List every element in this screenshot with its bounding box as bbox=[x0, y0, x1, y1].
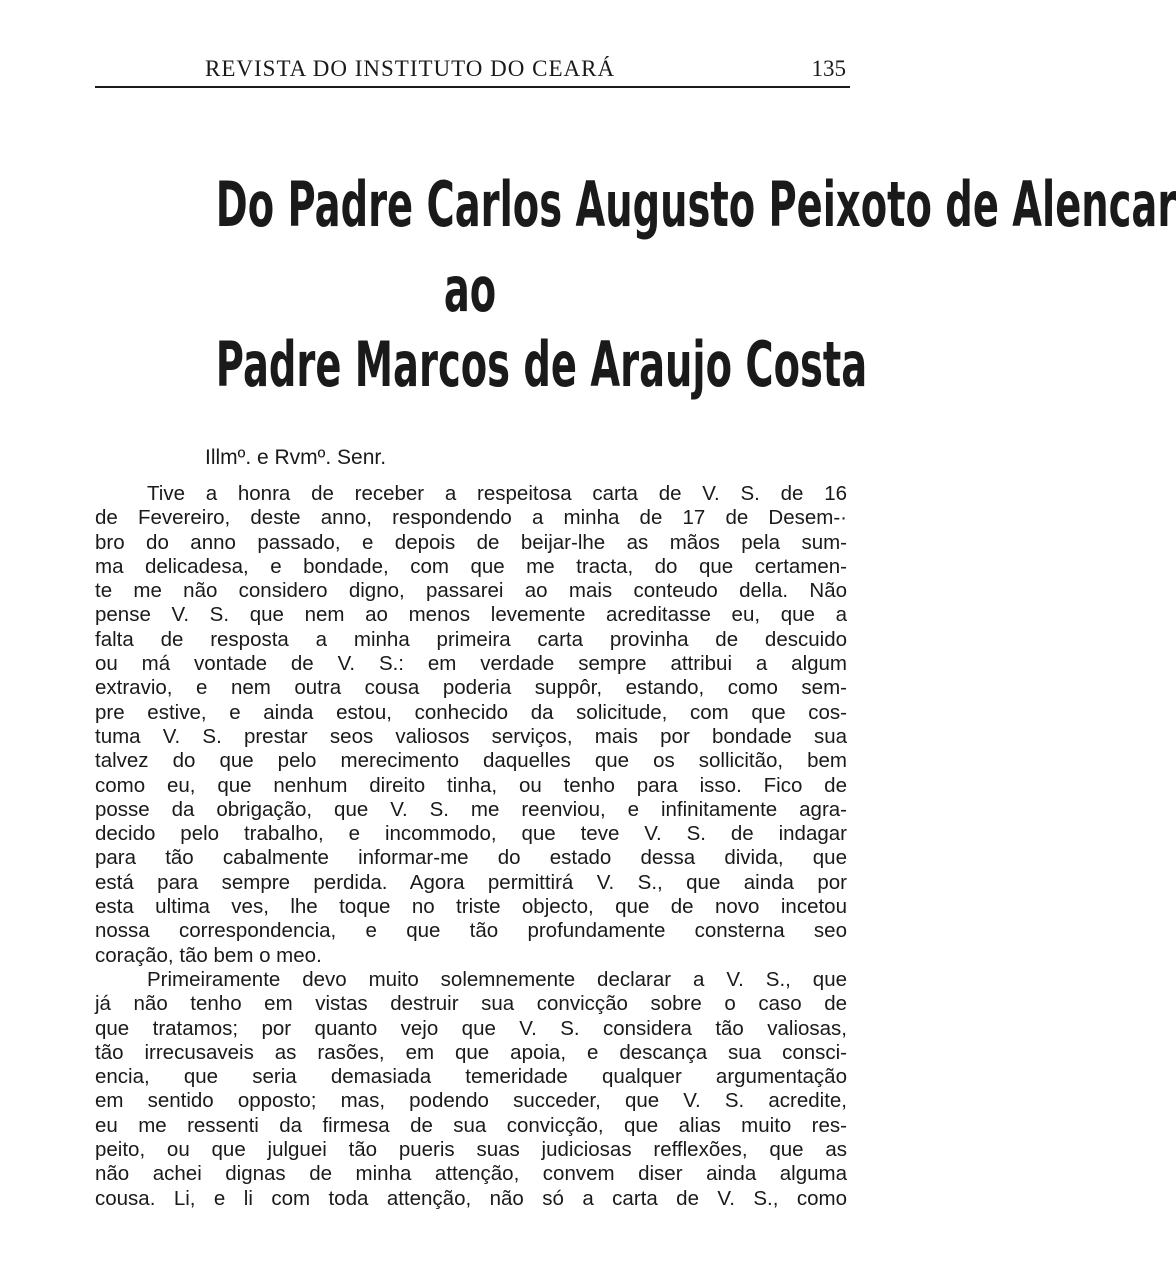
salutation: Illmº. e Rvmº. Senr. bbox=[205, 446, 387, 469]
body-line: como eu, que nenhum direito tinha, ou tenho para isso. Fico de bbox=[95, 773, 847, 797]
running-title: REVISTA DO INSTITUTO DO CEARÁ bbox=[205, 56, 616, 81]
title-line-2: ao bbox=[443, 253, 497, 326]
body-line: extravio, e nem outra cousa poderia suppôr, estando, como sem- bbox=[95, 676, 847, 700]
title-line-1: Do Padre Carlos Augusto Peixoto de Alencar bbox=[215, 168, 1176, 241]
body-line: Tive a honra de receber a respeitosa carta de V. S. de 16 bbox=[147, 482, 847, 505]
body-line: posse da obrigação, que V. S. me reenviou, e infinitamente agra- bbox=[95, 797, 847, 821]
body-line: eu me ressenti da firmesa de sua convicção, que alias muito res- bbox=[95, 1113, 847, 1137]
title-line-3: Padre Marcos de Araujo Costa bbox=[215, 328, 868, 401]
body-line: encia, que seria demasiada temeridade qualquer argumentação bbox=[95, 1065, 847, 1089]
body-line: coração, tão bem o meo. bbox=[95, 943, 322, 967]
body-line: talvez do que pelo merecimento daquelles que os sollicitão, bem bbox=[95, 749, 847, 773]
body-line: já não tenho em vistas destruir sua convicção sobre o caso de bbox=[95, 992, 847, 1016]
body-line: Primeiramente devo muito solemnemente declarar a V. S., que bbox=[147, 967, 847, 991]
body-line: cousa. Li, e li com toda attenção, não só a carta de V. S., como bbox=[95, 1186, 847, 1210]
body-line: está para sempre perdida. Agora permittirá V. S., que ainda por bbox=[95, 870, 847, 894]
body-line: ma delicadesa, e bondade, com que me tracta, do que certamen- bbox=[95, 554, 847, 578]
letter-body bbox=[95, 482, 847, 1211]
body-line: decido pelo trabalho, e incommodo, que teve V. S. de indagar bbox=[95, 822, 847, 846]
article-title bbox=[60, 165, 1176, 405]
body-line: ou má vontade de V. S.: em verdade sempre attribui a algum bbox=[95, 652, 847, 676]
body-line: não achei dignas de minha attenção, convem diser ainda alguma bbox=[95, 1162, 847, 1186]
body-line: para tão cabalmente informar-me do estado dessa divida, que bbox=[95, 846, 847, 870]
body-line: peito, ou que julguei tão pueris suas judiciosas refflexões, que as bbox=[95, 1138, 847, 1162]
running-header bbox=[95, 52, 850, 88]
body-line: que tratamos; por quanto vejo que V. S. considera tão valiosas, bbox=[95, 1016, 847, 1040]
body-line: pense V. S. que nem ao menos levemente acreditasse eu, que a bbox=[95, 603, 847, 627]
body-line: pre estive, e ainda estou, conhecido da solicitude, com que cos- bbox=[95, 700, 847, 724]
body-line: de Fevereiro, deste anno, respondendo a minha de 17 de Desem-· bbox=[95, 506, 847, 530]
body-line: esta ultima ves, lhe toque no triste objecto, que de novo incetou bbox=[95, 895, 847, 919]
page-number: 135 bbox=[811, 56, 846, 81]
body-line: em sentido opposto; mas, podendo succeder, que V. S. acredite, bbox=[95, 1089, 847, 1113]
body-line: te me não considero digno, passarei ao mais conteudo della. Não bbox=[95, 579, 847, 603]
body-line: tão irrecusaveis as rasões, em que apoia, e descança sua consci- bbox=[95, 1040, 847, 1064]
body-line: bro do anno passado, e depois de beijar-lhe as mãos pela sum- bbox=[95, 530, 847, 554]
body-line: tuma V. S. prestar seos valiosos serviços, mais por bondade sua bbox=[95, 724, 847, 748]
body-line: nossa correspondencia, e que tão profundamente consterna seo bbox=[95, 919, 847, 943]
body-line: falta de resposta a minha primeira carta provinha de descuido bbox=[95, 627, 847, 651]
